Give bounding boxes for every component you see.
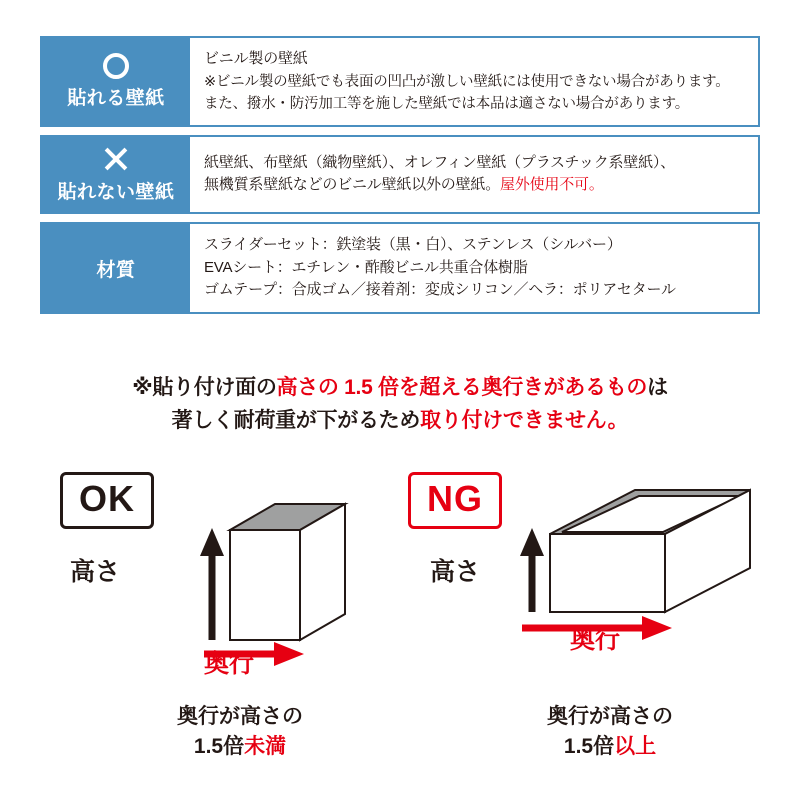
spec-head-label: 貼れる壁紙 (67, 87, 165, 109)
spec-head-ok (42, 38, 190, 125)
table-row (40, 135, 760, 214)
spec-line: EVAシート：エチレン・酢酸ビニル共重合体樹脂 (204, 258, 528, 276)
spec-line: また、撥水・防汚加工等を施した壁紙では本品は適さない場合があります。 (204, 95, 690, 112)
spec-head-ng (42, 137, 190, 212)
spec-line: スライダーセット：鉄塗装（黒・白）、ステンレス（シルバー） (204, 235, 622, 253)
ng-caption-line2 (480, 732, 740, 762)
ok-caption-qualifier: 未満 (244, 735, 287, 759)
ng-caption-ratio: 1.5倍 (563, 735, 615, 759)
ng-caption-line1: 奥行が高さの (547, 705, 673, 728)
notice-line-2 (0, 405, 800, 438)
spec-line: ゴムテープ：合成ゴム／接着剤：変成シリコン／ヘラ：ポリアセタール (204, 281, 676, 299)
ng-height-arrow (520, 528, 544, 612)
illustration-area (0, 452, 800, 800)
spec-table (40, 36, 760, 322)
ok-depth-label: 奥行 (204, 650, 255, 678)
ng-caption (480, 702, 740, 763)
spec-head-label: 材質 (96, 259, 136, 281)
ng-box-front (550, 534, 665, 612)
ng-height-label: 高さ (430, 558, 481, 586)
notice-text-a: ※貼り付け面の (132, 376, 277, 399)
spec-body-ok (190, 38, 758, 125)
spec-body-ng (190, 137, 758, 212)
ng-depth-label: 奥行 (570, 626, 621, 654)
notice-text-highlight: 高さの 1.5 倍を超える奥行きがあるもの (276, 376, 648, 399)
ok-caption-ratio: 1.5倍 (193, 735, 245, 759)
cross-icon (102, 145, 130, 173)
table-row (40, 36, 760, 127)
notice-text-c: 著しく耐荷重が下がるため (171, 408, 421, 432)
ng-diagram (420, 472, 760, 712)
table-row (40, 222, 760, 314)
spec-line: 紙壁紙、布壁紙（織物壁紙）、オレフィン壁紙（プラスチック系壁紙）、 (204, 153, 676, 171)
spec-head-label: 貼れない壁紙 (57, 181, 175, 203)
ok-caption-line1: 奥行が高さの (177, 705, 303, 728)
ok-height-arrow (200, 528, 224, 640)
ng-badge: NG (408, 472, 502, 529)
circle-icon (103, 53, 129, 79)
notice-text-highlight-2: 取り付けできません。 (420, 408, 629, 432)
notice-text (0, 372, 800, 437)
notice-line-1 (0, 372, 800, 405)
spec-head-material (42, 224, 190, 312)
spec-line-warning: 屋外使用不可。 (500, 176, 604, 194)
ok-height-label: 高さ (70, 558, 121, 586)
spec-line-text: 無機質系壁紙などのビニル壁紙以外の壁紙。 (204, 176, 501, 194)
ok-badge: OK (60, 472, 154, 529)
spec-line (204, 174, 746, 197)
ok-box-front (230, 530, 300, 640)
ng-caption-qualifier: 以上 (614, 735, 657, 759)
ok-caption-line2 (110, 732, 370, 762)
ok-caption (110, 702, 370, 763)
spec-line: ビニル製の壁紙 (204, 50, 308, 67)
notice-text-b: は (647, 376, 668, 399)
spec-body-material (190, 224, 758, 312)
spec-line: ※ビニル製の壁紙でも表面の凹凸が激しい壁紙には使用できない場合があります。 (204, 73, 730, 90)
